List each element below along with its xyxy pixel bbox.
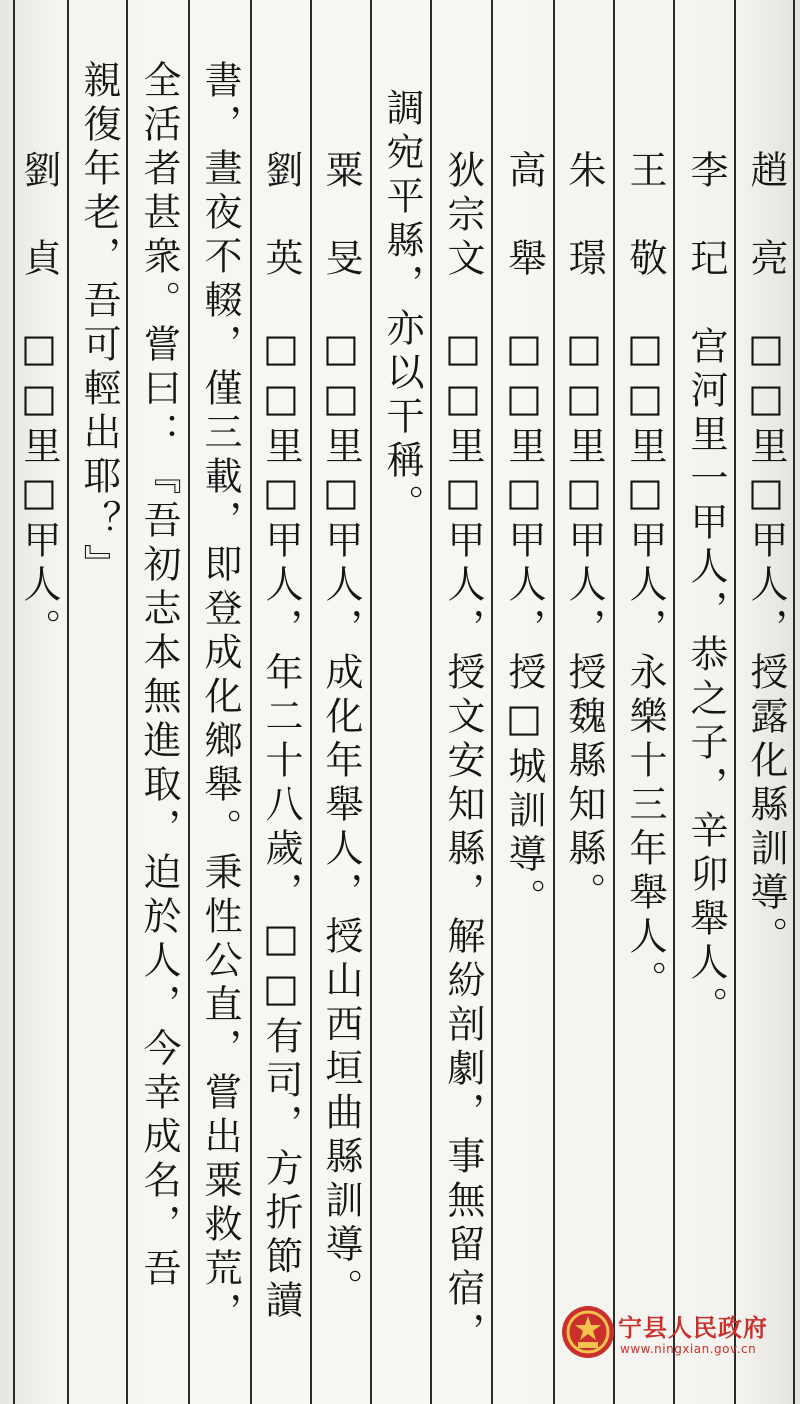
text-column [614, 0, 676, 1404]
text-column [128, 0, 190, 1404]
government-watermark [556, 1298, 796, 1372]
entry-continuation: 書，晝夜不輟，僅三載，即登成化鄉舉。秉性公直，嘗出粟救荒， [198, 60, 242, 1336]
text-column [189, 0, 251, 1404]
entry-zhao-liang: 趙 亮 □□里□甲人，授露化縣訓導。 [744, 150, 788, 960]
entry-gao-ju: 高 舉 □□里□甲人，授□城訓導。 [502, 150, 546, 922]
text-column [675, 0, 737, 1404]
entry-continuation: 調宛平縣，亦以干稱。 [380, 88, 424, 528]
watermark-title: 宁县人民政府 [618, 1314, 768, 1342]
text-column [553, 0, 615, 1404]
entry-continuation: 親復年老，吾可輕出耶？』 [77, 60, 121, 588]
national-emblem-icon [560, 1304, 616, 1360]
text-column [432, 0, 494, 1404]
text-column [8, 0, 70, 1404]
entry-li-qi: 李 玘 宫河里一甲人，恭之子，辛卯舉人。 [684, 150, 728, 1030]
entry-su-min: 粟 旻 □□里□甲人，成化年舉人，授山西垣曲縣訓導。 [319, 150, 363, 1312]
text-column [68, 0, 130, 1404]
text-column [310, 0, 372, 1404]
entry-liu-zhen: 劉 貞 □□里□甲人。 [17, 150, 61, 652]
text-column [735, 0, 797, 1404]
watermark-url: www.ningxian.gov.cn [620, 1342, 757, 1356]
text-column [371, 0, 433, 1404]
text-column [250, 0, 312, 1404]
text-column [493, 0, 555, 1404]
entry-di-zongwen: 狄宗文 □□里□甲人，授文安知縣，解紛剖劇，事無留宿， [441, 150, 485, 1356]
entry-continuation: 全活者甚衆。嘗曰：『吾初志本無進取，迫於人，今幸成名，吾 [137, 60, 181, 1292]
entry-liu-ying: 劉 英 □□里□甲人，年二十八歲，□□有司，方折節讀 [259, 150, 303, 1324]
entry-zhu-huan: 朱 璟 □□里□甲人，授魏縣知縣。 [562, 150, 606, 916]
entry-wang-jing: 王 敬 □□里□甲人，永樂十三年舉人。 [623, 150, 667, 1004]
